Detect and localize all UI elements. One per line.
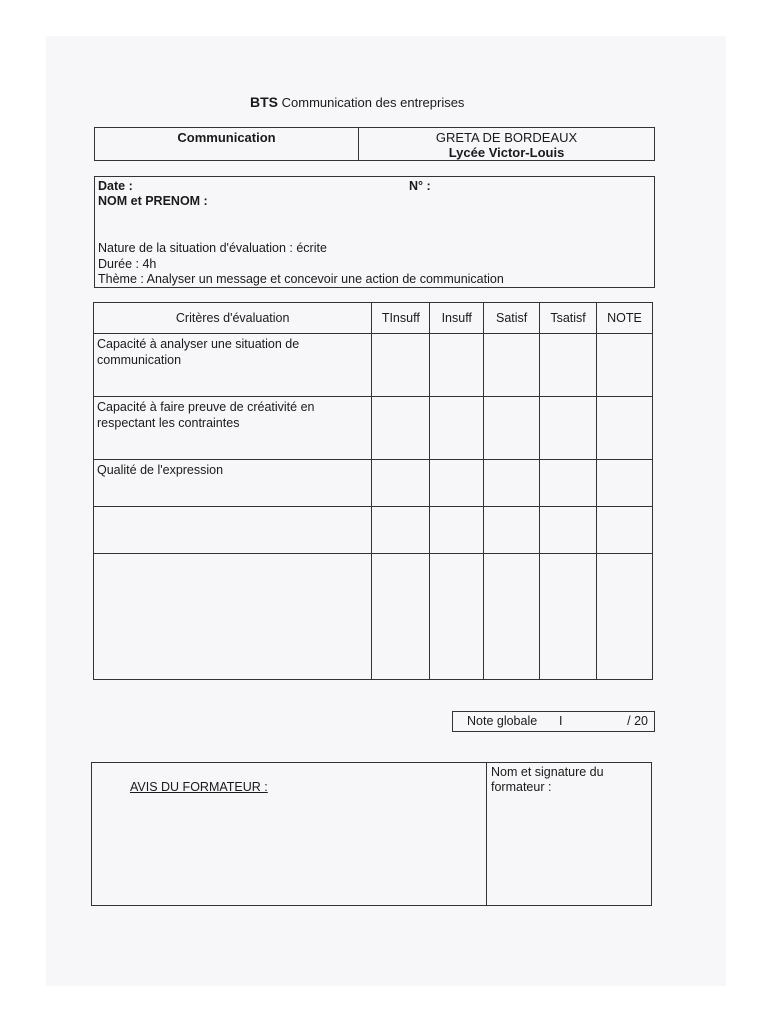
score-cell[interactable] — [372, 507, 430, 554]
title-prefix: BTS — [250, 94, 278, 110]
score-cell[interactable] — [430, 507, 484, 554]
score-cell[interactable] — [540, 507, 597, 554]
duree-line: Durée : 4h — [98, 257, 157, 271]
note-globale-label: Note globale — [467, 714, 538, 728]
organization-name: GRETA DE BORDEAUX — [435, 130, 578, 145]
nature-line: Nature de la situation d'évaluation : écrite — [98, 241, 327, 255]
score-cell[interactable] — [372, 460, 430, 507]
score-cell[interactable] — [372, 334, 430, 397]
score-cell[interactable] — [372, 554, 430, 680]
score-cell[interactable] — [484, 460, 540, 507]
score-cell[interactable] — [540, 460, 597, 507]
score-cell[interactable] — [372, 397, 430, 460]
header-criteria: Critères d'évaluation — [94, 303, 372, 334]
score-cell[interactable] — [484, 397, 540, 460]
theme-line: Thème : Analyser un message et concevoir une action de communication — [98, 272, 504, 286]
note-cell[interactable] — [597, 397, 653, 460]
score-cell[interactable] — [430, 460, 484, 507]
score-cell[interactable] — [430, 397, 484, 460]
score-cell[interactable] — [430, 554, 484, 680]
score-cell[interactable] — [540, 334, 597, 397]
organization-cell — [359, 130, 654, 160]
school-name: Lycée Victor-Louis — [448, 145, 565, 160]
criterion-label: Capacité à faire preuve de créativité en respectant les contraintes — [94, 397, 372, 460]
note-cell[interactable] — [597, 460, 653, 507]
title-main: Communication des entreprises — [281, 95, 465, 110]
note-cell[interactable] — [597, 334, 653, 397]
header-box — [94, 127, 655, 161]
date-label: Date : — [98, 179, 133, 193]
table-row — [94, 460, 653, 507]
criterion-label: Qualité de l'expression — [94, 460, 372, 507]
score-cell[interactable] — [484, 507, 540, 554]
signature-label: Nom et signature du formateur : — [491, 765, 604, 794]
note-globale-box — [452, 711, 655, 732]
avis-box — [91, 762, 652, 906]
document-title — [250, 94, 464, 110]
info-box — [94, 176, 655, 288]
score-cell[interactable] — [540, 397, 597, 460]
table-row — [94, 334, 653, 397]
avis-label: AVIS DU FORMATEUR : — [130, 780, 268, 794]
score-cell[interactable] — [484, 334, 540, 397]
header-note: NOTE — [597, 303, 653, 334]
score-cell[interactable] — [540, 554, 597, 680]
header-satisf: Satisf — [484, 303, 540, 334]
header-tinsuff: TInsuff — [372, 303, 430, 334]
table-row — [94, 397, 653, 460]
table-row — [94, 554, 653, 680]
note-globale-separator: I — [559, 714, 563, 728]
score-cell[interactable] — [430, 334, 484, 397]
note-globale-score: / 20 — [627, 714, 648, 728]
avis-divider — [486, 763, 487, 905]
header-insuff: Insuff — [430, 303, 484, 334]
subject-label: Communication — [177, 130, 276, 145]
score-cell[interactable] — [484, 554, 540, 680]
name-label: NOM et PRENOM : — [98, 194, 208, 208]
table-row — [94, 507, 653, 554]
header-tsatisf: Tsatisf — [540, 303, 597, 334]
table-header-row — [94, 303, 653, 334]
note-cell[interactable] — [597, 554, 653, 680]
note-cell[interactable] — [597, 507, 653, 554]
criterion-label — [94, 507, 372, 554]
criterion-label — [94, 554, 372, 680]
criterion-label: Capacité à analyser une situation de communication — [94, 334, 372, 397]
number-label: N° : — [409, 179, 431, 193]
criteria-table — [93, 302, 653, 680]
